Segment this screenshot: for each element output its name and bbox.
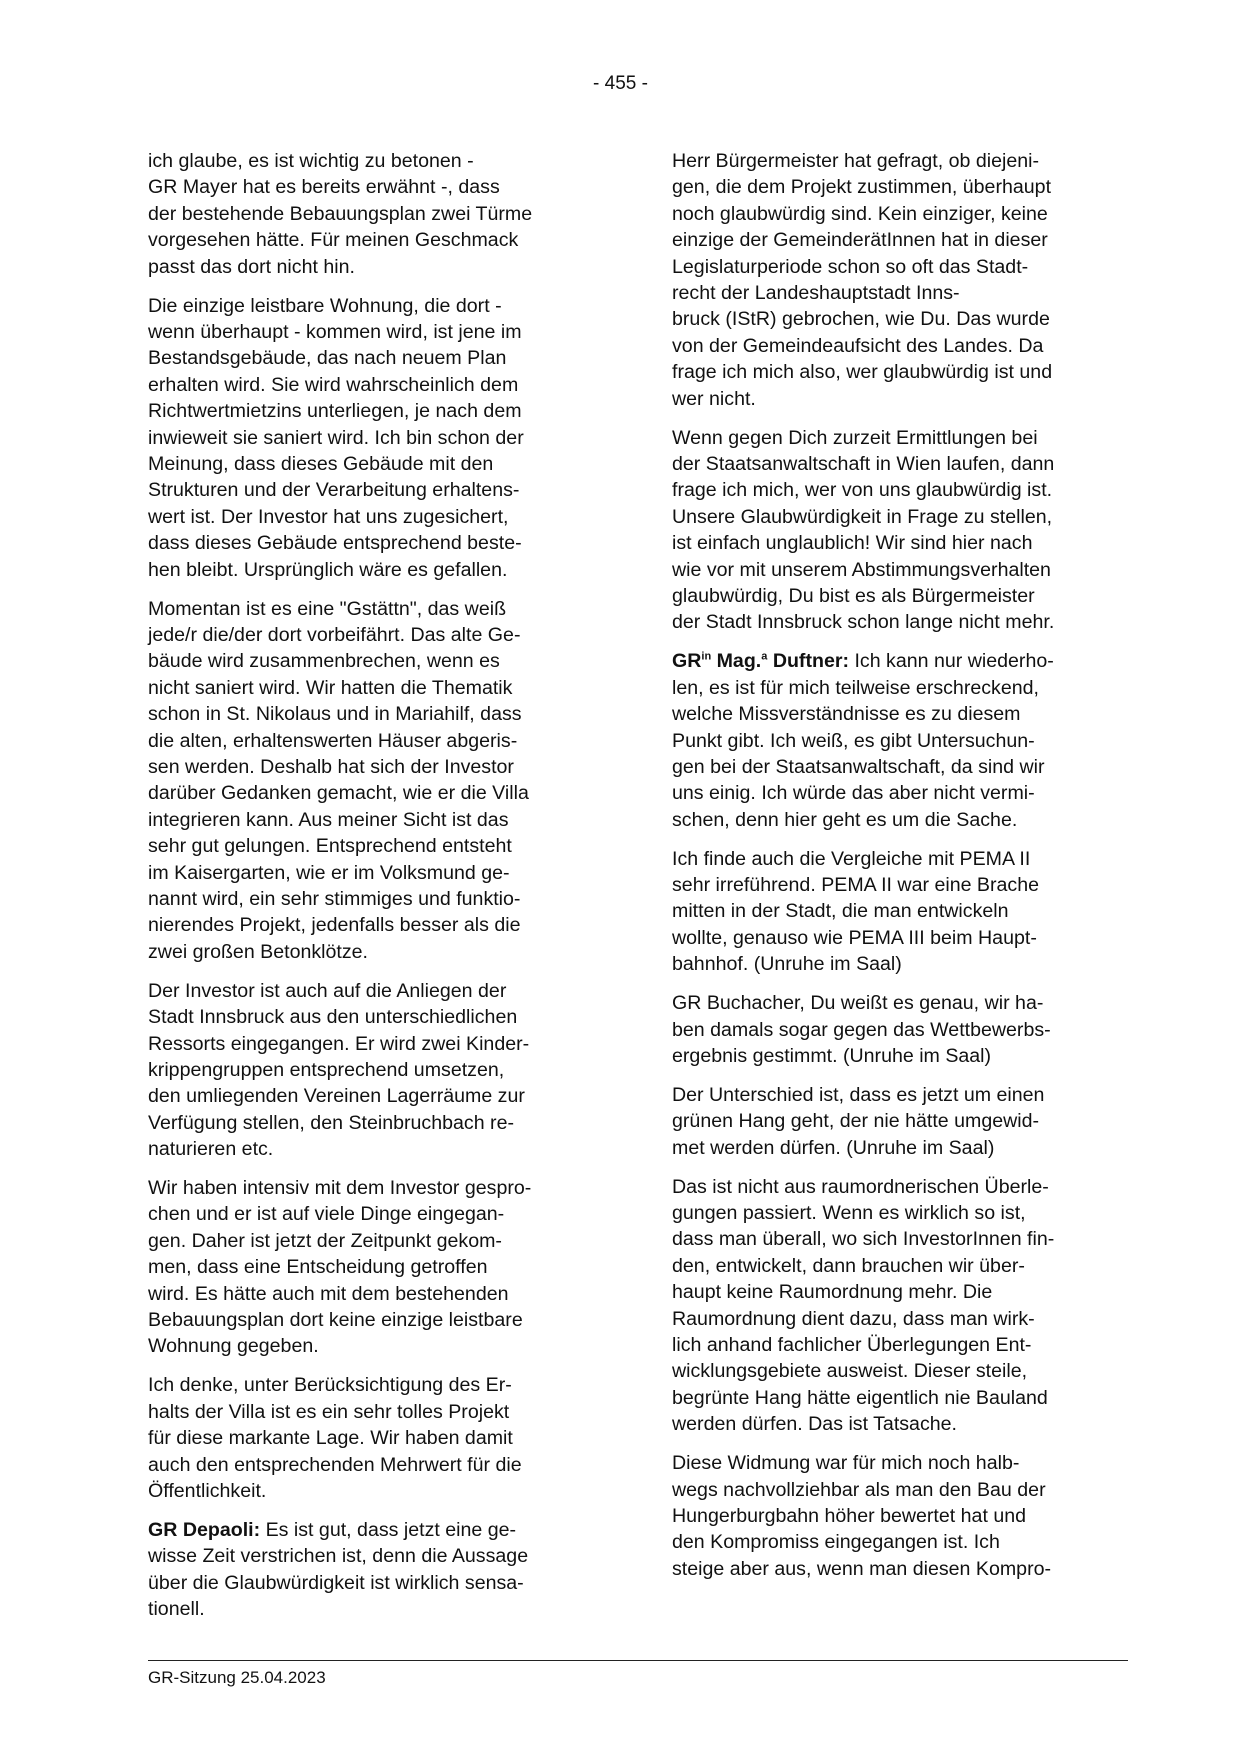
text-line: GR Mayer hat es bereits erwähnt -, dass xyxy=(148,176,500,199)
text-line: nicht saniert wird. Wir hatten die Thematik xyxy=(148,676,513,699)
text-line: der Stadt Innsbruck schon lange nicht mehr. xyxy=(672,611,1055,634)
left-column xyxy=(148,148,603,1635)
paragraph xyxy=(672,990,1127,1069)
paragraph xyxy=(148,596,603,966)
text-line: Verfügung stellen, den Steinbruchbach re- xyxy=(148,1111,514,1134)
text-line xyxy=(672,648,1127,674)
text-line: über die Glaubwürdigkeit ist wirklich sensa- xyxy=(148,1571,524,1594)
text-line: wer nicht. xyxy=(672,387,756,410)
text-line: im Kaisergarten, wie er im Volksmund ge- xyxy=(148,861,510,884)
text-line: met werden dürfen. (Unruhe im Saal) xyxy=(672,1136,995,1159)
text-line: schon in St. Nikolaus und in Mariahilf, dass xyxy=(148,703,522,726)
text-line: Wir haben intensiv mit dem Investor gespro- xyxy=(148,1177,532,1200)
text-line: Stadt Innsbruck aus den unterschiedlichen xyxy=(148,1006,518,1029)
paragraph-speaker-depaoli xyxy=(148,1517,603,1623)
text-line: passt das dort nicht hin. xyxy=(148,255,355,278)
text-line: Diese Widmung war für mich noch halb- xyxy=(672,1452,1020,1475)
text-line: ist einfach unglaublich! Wir sind hier nach xyxy=(672,532,1033,555)
text-line: Ich finde auch die Vergleiche mit PEMA II xyxy=(672,847,1031,870)
text-line: den umliegenden Vereinen Lagerräume zur xyxy=(148,1085,525,1108)
text-line: sehr gut gelungen. Entsprechend entsteht xyxy=(148,835,512,858)
text-line: chen und er ist auf viele Dinge eingegan- xyxy=(148,1203,505,1226)
text-line: erhalten wird. Sie wird wahrscheinlich dem xyxy=(148,373,519,396)
text-line: Die einzige leistbare Wohnung, die dort - xyxy=(148,294,502,317)
text-line: Momentan ist es eine "Gstättn", das weiß xyxy=(148,597,507,620)
text-line: Ressorts eingegangen. Er wird zwei Kinder- xyxy=(148,1032,530,1055)
text-line: einzige der GemeinderätInnen hat in dieser xyxy=(672,229,1048,252)
text-line: GR Buchacher, Du weißt es genau, wir ha- xyxy=(672,992,1044,1015)
text-line: für diese markante Lage. Wir haben damit xyxy=(148,1427,513,1450)
text-line: integrieren kann. Aus meiner Sicht ist das xyxy=(148,808,509,831)
speaker-surname: Duftner: xyxy=(767,650,850,673)
text-line: wie vor mit unserem Abstimmungsverhalten xyxy=(672,558,1051,581)
speaker-title-suffix: in xyxy=(701,650,712,663)
text-line: frage ich mich also, wer glaubwürdig ist und xyxy=(672,361,1053,384)
text-line: gungen passiert. Wenn es wirklich so ist, xyxy=(672,1202,1026,1225)
text-line: glaubwürdig, Du bist es als Bürgermeister xyxy=(672,585,1035,607)
text-line: Der Unterschied ist, dass es jetzt um einen xyxy=(672,1083,1045,1106)
text-line: Raumordnung dient dazu, dass man wirk- xyxy=(672,1307,1035,1330)
text-line: bahnhof. (Unruhe im Saal) xyxy=(672,953,902,976)
text-line: den Kompromiss eingegangen ist. Ich xyxy=(672,1531,1000,1554)
paragraph xyxy=(148,978,603,1163)
text-line: lich anhand fachlicher Überlegungen Ent- xyxy=(672,1334,1032,1357)
text-line: Punkt gibt. Ich weiß, es gibt Untersuchun- xyxy=(672,729,1035,752)
text-line: begrünte Hang hätte eigentlich nie Bauland xyxy=(672,1386,1048,1409)
paragraph xyxy=(672,1174,1127,1438)
text-line: len, es ist für mich teilweise erschreckend, xyxy=(672,676,1039,699)
text-line: Richtwertmietzins unterliegen, je nach dem xyxy=(148,400,522,423)
text-line: bäude wird zusammenbrechen, wenn es xyxy=(148,650,500,673)
text-line: grünen Hang geht, der nie hätte umgewid- xyxy=(672,1110,1040,1133)
text-line: den, entwickelt, dann brauchen wir über- xyxy=(672,1254,1025,1277)
paragraph xyxy=(672,1082,1127,1161)
text-line: haupt keine Raumordnung mehr. Die xyxy=(672,1281,993,1304)
text-line: gen bei der Staatsanwaltschaft, da sind wir xyxy=(672,755,1045,778)
text-line: werden dürfen. Das ist Tatsache. xyxy=(672,1413,957,1436)
text-line xyxy=(148,1517,603,1543)
paragraph xyxy=(148,293,603,583)
text-line: vorgesehen hätte. Für meinen Geschmack xyxy=(148,229,519,252)
text-line: sen werden. Deshalb hat sich der Investor xyxy=(148,755,514,778)
speaker-title: GR xyxy=(672,650,702,673)
paragraph xyxy=(148,1372,603,1504)
text-line: nannt wird, ein sehr stimmiges und funktio- xyxy=(148,887,521,910)
text-line: wicklungsgebiete ausweist. Dieser steile, xyxy=(672,1360,1028,1383)
text-line: Bebauungsplan dort keine einzige leistbare xyxy=(148,1309,523,1332)
text-line: Der Investor ist auch auf die Anliegen der xyxy=(148,979,507,1002)
text-line: Legislaturperiode schon so oft das Stadt- xyxy=(672,255,1029,278)
text-line: Herr Bürgermeister hat gefragt, ob diejeni- xyxy=(672,150,1040,172)
text-line: gen. Daher ist jetzt der Zeitpunkt gekom- xyxy=(148,1229,502,1252)
text-line: recht der Landeshauptstadt Inns- xyxy=(672,282,960,305)
text-line: darüber Gedanken gemacht, wie er die Villa xyxy=(148,782,529,805)
text-line: nierendes Projekt, jedenfalls besser als die xyxy=(148,914,521,937)
text-line: Bestandsgebäude, das nach neuem Plan xyxy=(148,347,507,370)
text-line: Strukturen und der Verarbeitung erhaltens- xyxy=(148,479,520,502)
right-column xyxy=(672,148,1127,1595)
text-line: Ich denke, unter Berücksichtigung des Er- xyxy=(148,1374,512,1397)
text-line: hen bleibt. Ursprünglich wäre es gefallen. xyxy=(148,558,508,581)
speech-text: Ich kann nur wiederho- xyxy=(849,650,1054,673)
text-line: wollte, genauso wie PEMA III beim Haupt- xyxy=(672,926,1037,949)
speech-text: Es ist gut, dass jetzt eine ge- xyxy=(260,1518,517,1541)
text-line: frage ich mich, wer von uns glaubwürdig ist. xyxy=(672,479,1053,502)
text-line: inwieweit sie saniert wird. Ich bin schon der xyxy=(148,426,524,449)
text-line: Das ist nicht aus raumordnerischen Überle- xyxy=(672,1175,1049,1198)
text-line: Meinung, dass dieses Gebäude mit den xyxy=(148,452,494,475)
text-line: mitten in der Stadt, die man entwickeln xyxy=(672,900,1009,923)
text-line: wird. Es hätte auch mit dem bestehenden xyxy=(148,1282,509,1305)
page-number: - 455 - xyxy=(593,73,648,94)
text-line: zwei großen Betonklötze. xyxy=(148,940,368,963)
speaker-degree: Mag. xyxy=(711,650,762,673)
text-line: steige aber aus, wenn man diesen Kompro- xyxy=(672,1557,1052,1580)
text-line: wegs nachvollziehbar als man den Bau der xyxy=(672,1478,1046,1501)
text-line: Wohnung gegeben. xyxy=(148,1335,319,1358)
paragraph-speaker-duftner xyxy=(672,648,1127,833)
text-line: der bestehende Bebauungsplan zwei Türme xyxy=(148,202,533,225)
text-line: krippengruppen entsprechend umsetzen, xyxy=(148,1058,505,1081)
text-line: Unsere Glaubwürdigkeit in Frage zu stellen, xyxy=(672,505,1053,528)
text-line: wert ist. Der Investor hat uns zugesichert, xyxy=(148,505,509,528)
text-line: Hungerburgbahn höher bewertet hat und xyxy=(672,1505,1027,1527)
text-line: dass man überall, wo sich InvestorInnen fin- xyxy=(672,1228,1055,1251)
speaker-degree-suffix: a xyxy=(761,650,768,663)
text-line: tionell. xyxy=(148,1598,205,1621)
paragraph xyxy=(672,846,1127,978)
text-line: ergebnis gestimmt. (Unruhe im Saal) xyxy=(672,1045,992,1067)
text-line: wisse Zeit verstrichen ist, denn die Aussage xyxy=(148,1545,529,1568)
text-line: halts der Villa ist es ein sehr tolles Projekt xyxy=(148,1400,510,1423)
text-line: naturieren etc. xyxy=(148,1138,274,1161)
paragraph xyxy=(148,148,603,280)
text-line: bruck (IStR) gebrochen, wie Du. Das wurde xyxy=(672,308,1050,331)
text-line: welche Missverständnisse es zu diesem xyxy=(672,703,1021,726)
footer-session-date: GR-Sitzung 25.04.2023 xyxy=(148,1668,326,1687)
text-line: Wenn gegen Dich zurzeit Ermittlungen bei xyxy=(672,426,1038,449)
text-line: jede/r die/der dort vorbeifährt. Das alte Ge- xyxy=(148,623,521,646)
speaker-name: GR Depaoli: xyxy=(148,1518,261,1541)
text-line: noch glaubwürdig sind. Kein einziger, keine xyxy=(672,202,1048,225)
speaker-name xyxy=(672,650,849,672)
text-line: gen, die dem Projekt zustimmen, überhaupt xyxy=(672,176,1052,199)
paragraph xyxy=(672,148,1127,412)
text-line: dass dieses Gebäude entsprechend beste- xyxy=(148,532,522,555)
text-line: die alten, erhaltenswerten Häuser abgeris- xyxy=(148,729,518,752)
text-line: Öffentlichkeit. xyxy=(148,1480,267,1502)
text-line: schen, denn hier geht es um die Sache. xyxy=(672,808,1018,831)
text-line: ben damals sogar gegen das Wettbewerbs- xyxy=(672,1018,1051,1041)
text-line: sehr irreführend. PEMA II war eine Brache xyxy=(672,874,1040,897)
paragraph xyxy=(672,1450,1127,1582)
paragraph xyxy=(672,425,1127,636)
text-line: ich glaube, es ist wichtig zu betonen - xyxy=(148,150,474,172)
text-line: von der Gemeindeaufsicht des Landes. Da xyxy=(672,334,1044,357)
text-line: der Staatsanwaltschaft in Wien laufen, dann xyxy=(672,452,1055,475)
paragraph xyxy=(148,1175,603,1360)
text-line: uns einig. Ich würde das aber nicht vermi- xyxy=(672,782,1035,805)
text-line: wenn überhaupt - kommen wird, ist jene im xyxy=(148,320,522,343)
text-line: men, dass eine Entscheidung getroffen xyxy=(148,1256,488,1279)
footer-divider xyxy=(148,1660,1128,1661)
text-line: auch den entsprechenden Mehrwert für die xyxy=(148,1453,522,1476)
